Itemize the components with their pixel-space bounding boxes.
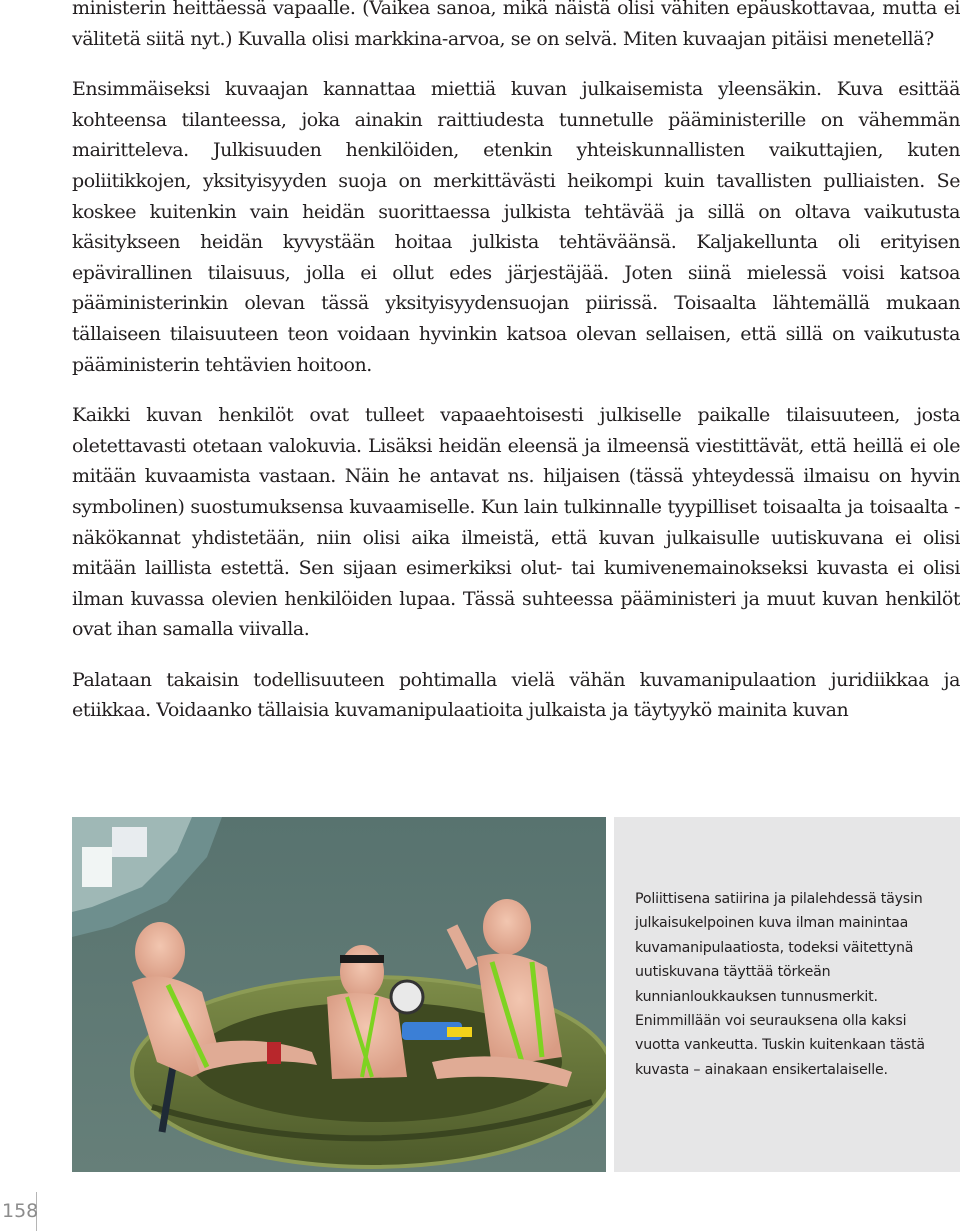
paragraph: Palataan takaisin todellisuuteen pohtimalla vielä vähän kuvamanipulaation juridiikkaa ja etiikkaa. Voidaanko tällaisia kuvamanipulaatioita julkaista ja täytyykö mainita kuvan — [72, 668, 960, 722]
page-number: 158 — [2, 1200, 39, 1222]
paragraph: ministerin heittäessä vapaalle. (Vaikea sanoa, mikä näistä olisi vähiten epäuskottavaa, mutta ei välitetä siitä nyt.) Kuvalla olisi markkina-arvoa, se on selvä. Miten kuvaajan pitäisi menetellä? — [72, 0, 960, 50]
photo-caption: Poliittisena satiirina ja pilalehdessä täysin julkaisukelpoinen kuva ilman mainintaa kuvamanipulaatiosta, todeksi väitettynä uutiskuvana täyttää törkeän kunnianloukkauksen tunnusmerkit. Enimmillään voi seurauksena olla kaksi vuotta vankeutta. Tuskin kuitenkaan tästä kuvasta – ainakaan ensikertalaiselle. — [635, 891, 925, 1078]
paragraph: Kaikki kuvan henkilöt ovat tulleet vapaaehtoisesti julkiselle paikalle tilaisuuteen, josta oletettavasti otetaan valokuvia. Lisäksi heidän eleensä ja ilmeensä viestittävät, että heillä ei ole mitään kuvaamista vastaan. Näin he antavat ns. hiljaisen (tässä yhteydessä ilmaisu on hyvin symbolinen) suostumuksensa kuvaamiselle. Kun lain tulkinnalle tyypilliset toisaalta ja toisaalta -näkökannat yhdistetään, niin olisi aika ilmeistä, että kuvan julkaisulle uutiskuvana ei olisi mitään laillista estettä. Sen sijaan esimerkiksi olut- tai kumivenemainokseksi kuvasta ei olisi ilman kuvassa olevien henkilöiden lupaa. Tässä suhteessa pääministeri ja muut kuvan henkilöt ovat ihan samalla viivalla. — [72, 404, 960, 641]
caption-box — [614, 817, 960, 1172]
body-text — [72, 0, 960, 746]
paragraph: Ensimmäiseksi kuvaajan kannattaa miettiä kuvan julkaisemista yleensäkin. Kuva esittää kohteensa tilanteessa, joka ainakin raittiudesta tunnetulle pääministerille on vähemmän mairitteleva. Julkisuuden henkilöiden, etenkin yhteiskunnallisten vaikuttajien, kuten poliitikkojen, yksityisyyden suoja on merkittävästi heikompi kuin tavallisten pulliaisten. Se koskee kuitenkin vain heidän suorittaessa julkista tehtävää ja sillä on oltava vaikutusta käsitykseen heidän kyvystään hoitaa julkista tehtäväänsä. Kaljakellunta oli erityisen epävirallinen tilaisuus, jolla ei ollut edes järjestäjää. Joten siinä mielessä voisi katsoa pääministerinkin olevan tässä yksityisyydensuojan piirissä. Toisaalta lähtemällä mukaan tällaiseen tilaisuuteen teon voidaan hyvinkin katsoa olevan sellaisen, että sillä on vaikutusta pääministerin tehtävien hoitoon. — [72, 78, 960, 376]
photo-men-in-inflatable-boat — [72, 817, 606, 1172]
